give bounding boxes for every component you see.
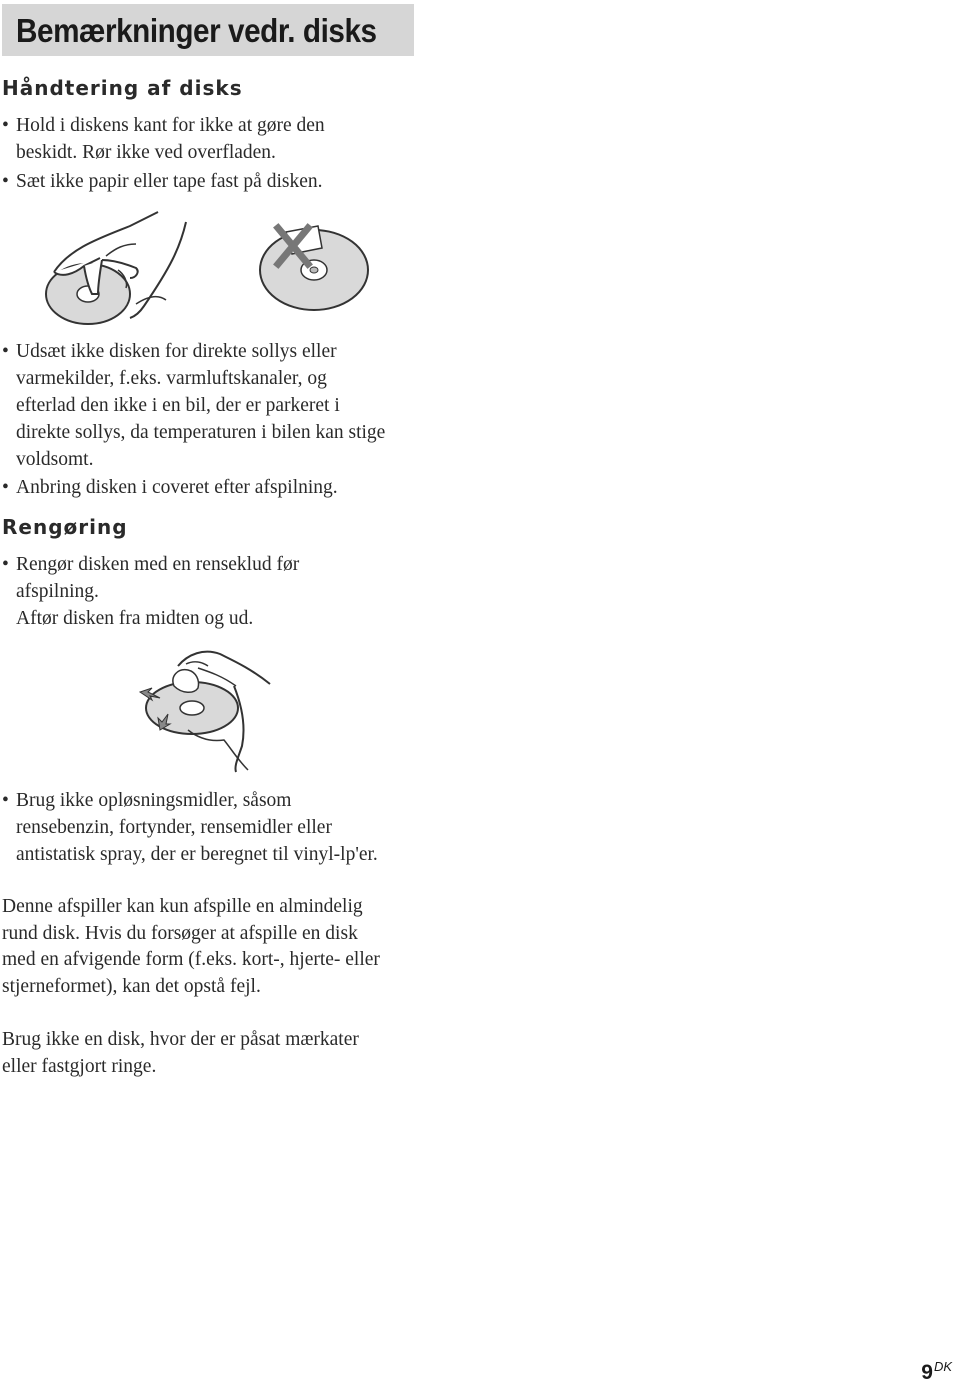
- wipe-disc-illustration: [138, 646, 278, 776]
- page-number: $9^{DK}$: [921, 1359, 952, 1384]
- hold-disc-illustration: [40, 208, 200, 328]
- heading-cleaning: Rengøring: [2, 515, 128, 539]
- page-title: Bemærkninger vedr. disks: [2, 4, 414, 56]
- page-suffix: DK: [933, 1359, 952, 1374]
- paragraph-no-labels: Brug ikke en disk, hvor der er påsat mærkater eller fastgjort ringe.: [2, 1029, 359, 1077]
- heading-handling: Håndtering af disks: [2, 76, 243, 100]
- no-tape-illustration: [256, 220, 376, 316]
- paragraph-disc-shape: Denne afspiller kan kun afspille en almindelig rund disk. Hvis du forsøger at afspille en disk med en afvigende form (f.eks. kort-, hjerte- eller stjerneformet), kan det opstå fejl.: [2, 896, 380, 997]
